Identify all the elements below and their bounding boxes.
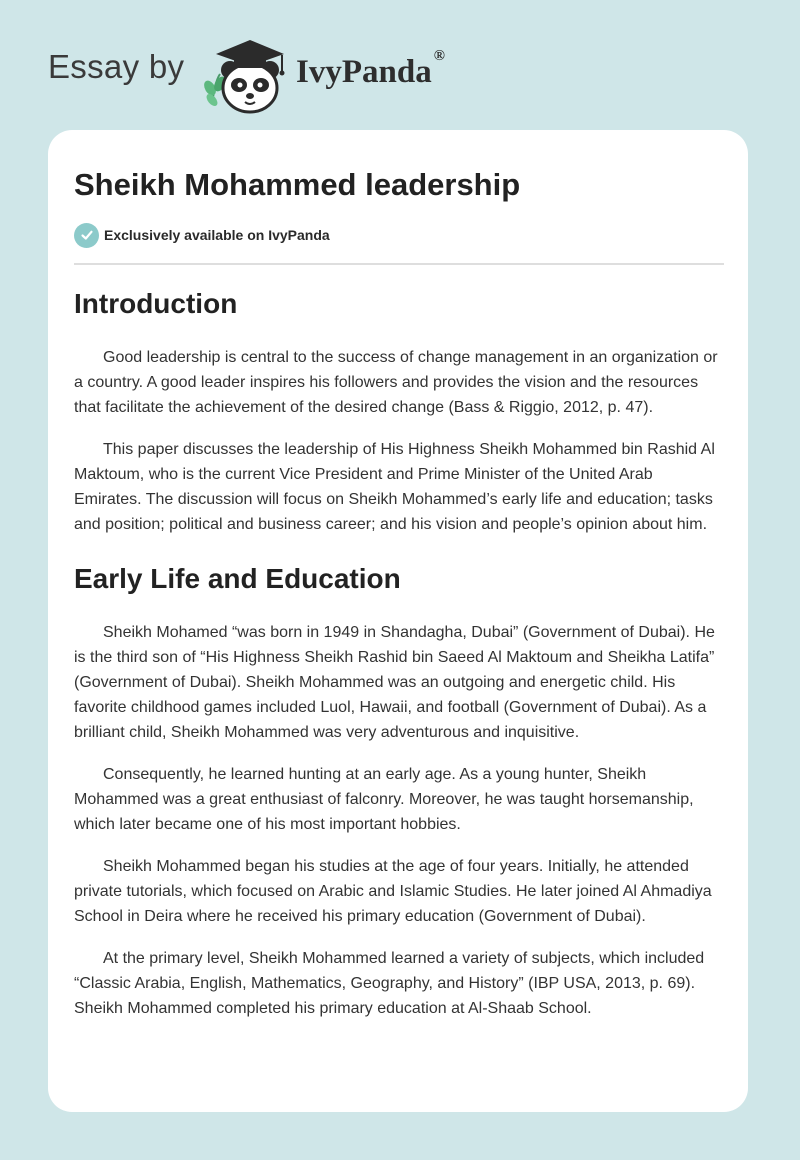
exclusive-badge-text: Exclusively available on IvyPanda — [104, 227, 330, 243]
panda-logo-icon[interactable] — [200, 34, 296, 114]
article-content — [74, 166, 724, 1021]
paragraph: This paper discusses the leadership of His Highness Sheikh Mohammed bin Rashid Al Maktoum, who is the current Vice President and Prime Minister of the United Arab Emirates. The discussion will focus on Sheikh Mohammed’s early life and education; tasks and position; political and business career; and his vision and people’s opinion about him. — [74, 441, 715, 533]
divider — [74, 263, 724, 265]
exclusive-badge — [74, 222, 724, 248]
paragraph: Sheikh Mohamed “was born in 1949 in Shandagha, Dubai” (Government of Dubai). He is the third son of “His Highness Sheikh Rashid bin Saeed Al Maktoum and Sheikha Latifa” (Government of Dubai). Sheikh Mohammed was an outgoing and energetic child. His favorite childhood games included Luol, Hawaii, and football (Government of Dubai). As a brilliant child, Sheikh Mohammed was very adventurous and inquisitive. — [74, 624, 715, 741]
section-heading-early-life: Early Life and Education — [74, 563, 401, 594]
brand-name: IvyPanda ® — [296, 48, 445, 90]
brand-header — [48, 34, 468, 114]
brand-prefix: Essay by — [48, 48, 185, 85]
paragraph: Good leadership is central to the success of change management in an organization or a country. A good leader inspires his followers and provides the vision and the resources that facilitate the achievement of the desired change (Bass & Riggio, 2012, p. 47). — [74, 349, 718, 416]
article-card — [48, 130, 748, 1112]
paragraph: Consequently, he learned hunting at an early age. As a young hunter, Sheikh Mohammed was a great enthusiast of falconry. Moreover, he was taught horsemanship, which later became one of his most important hobbies. — [74, 766, 694, 833]
section-heading-introduction: Introduction — [74, 288, 238, 319]
paragraph: At the primary level, Sheikh Mohammed learned a variety of subjects, which included “Classic Arabia, English, Mathematics, Geography, and History” (IBP USA, 2013, p. 69). Sheikh Mohammed completed his primary education at Al-Shaab School. — [74, 950, 705, 1017]
page-title: Sheikh Mohammed leadership — [74, 167, 521, 202]
check-circle-icon — [74, 223, 99, 248]
paragraph: Sheikh Mohammed began his studies at the age of four years. Initially, he attended private tutorials, which focused on Arabic and Islamic Studies. He later joined Al Ahmadiya School in Deira where he received his primary education (Government of Dubai). — [74, 858, 712, 925]
